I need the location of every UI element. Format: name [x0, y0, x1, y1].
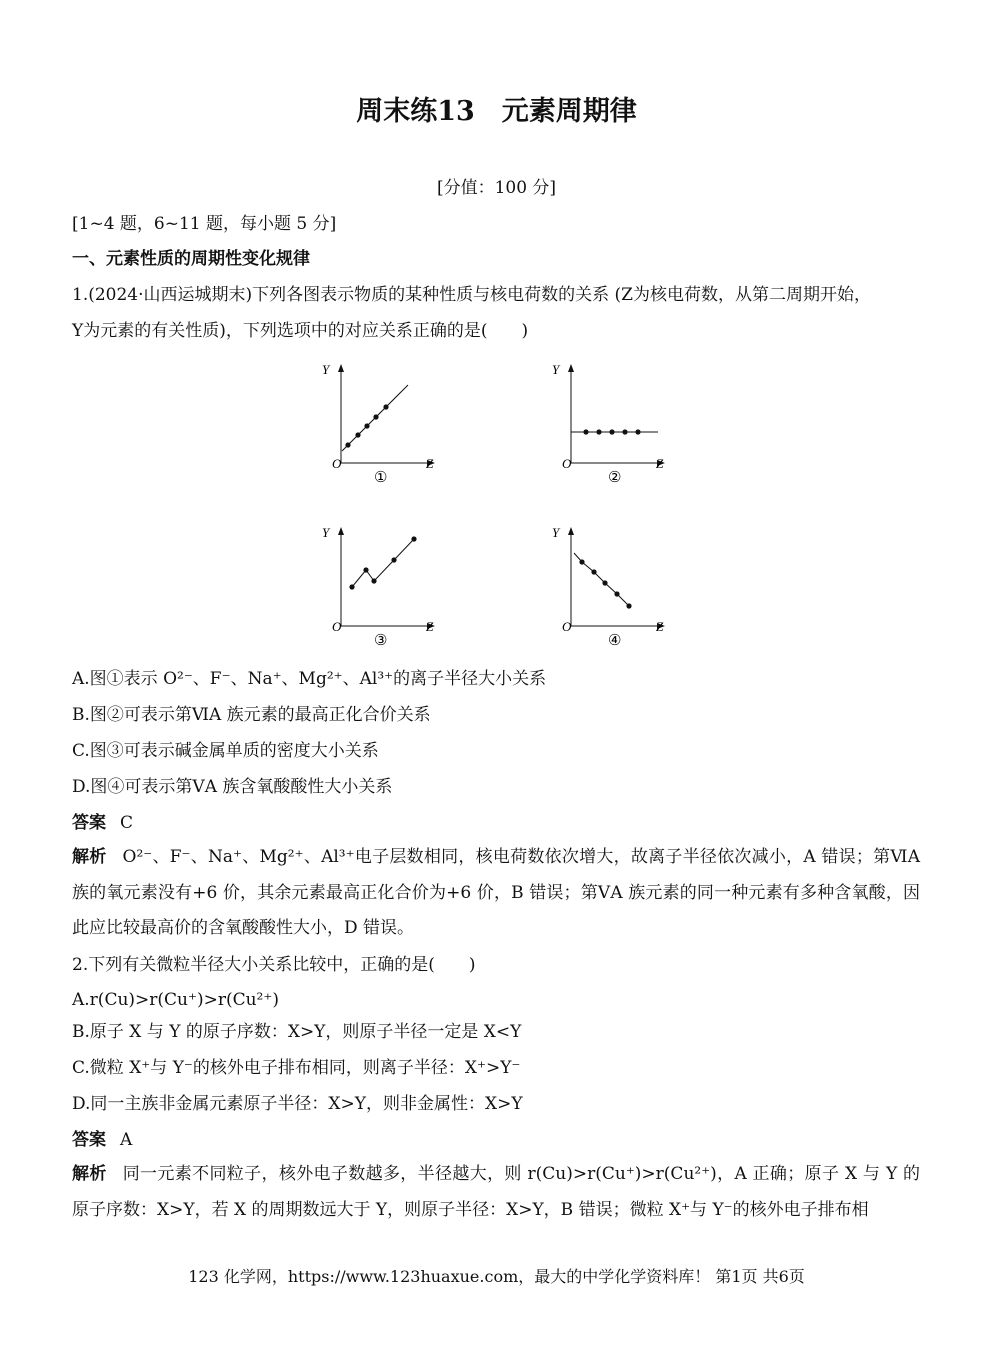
q1-answer	[72, 812, 133, 834]
explanation-text: 同一元素不同粒子，核外电子数越多，半径越大，则 r(Cu)>r(Cu⁺)>r(Cu²⁺)，A 正确；原子 X 与 Y 的原子序数：X>Y，若 X 的周期数远大于 Y，则原子半径：X>Y，B 错误；微粒 X⁺与 Y⁻的核外电子排布相	[72, 1164, 920, 1220]
graph-2-y-label: Y	[552, 362, 560, 377]
q2-option-a: A.r(Cu)>r(Cu⁺)>r(Cu²⁺)	[72, 990, 279, 1010]
graph-1-y-label: Y	[322, 362, 330, 377]
q2-answer	[72, 1129, 132, 1151]
q2-explanation	[72, 1157, 920, 1228]
q2-option-d: D.同一主族非金属元素原子半径：X>Y，则非金属性：X>Y	[72, 1094, 523, 1114]
scope-note: [1~4 题，6~11 题，每小题 5 分]	[72, 214, 337, 234]
answer-label: 答案	[72, 1130, 106, 1150]
graph-1-x-label: Z	[426, 456, 434, 471]
graph-3-x-label: Z	[426, 619, 434, 634]
q2-option-b: B.原子 X 与 Y 的原子序数：X>Y，则原子半径一定是 X<Y	[72, 1022, 522, 1042]
graph-2-label: ②	[608, 470, 622, 486]
answer-label: 答案	[72, 813, 106, 833]
graph-3-label: ③	[374, 633, 388, 649]
graph-3-y-label: Y	[322, 525, 330, 540]
page-title: 周末练13 元素周期律	[356, 96, 637, 127]
graph-1-label: ①	[374, 470, 388, 486]
q1-option-d: D.图④可表示第ⅤA 族含氧酸酸性大小关系	[72, 777, 393, 797]
explanation-label: 解析	[72, 1164, 107, 1184]
page-footer: 123 化学网，https://www.123huaxue.com，最大的中学化学资料库！ 第1页 共6页	[188, 1267, 805, 1286]
graph-4-origin: O	[562, 619, 572, 634]
q1-option-b: B.图②可表示第ⅥA 族元素的最高正化合价关系	[72, 705, 431, 725]
graph-3-origin: O	[332, 619, 342, 634]
answer-value: C	[120, 813, 134, 833]
q1-option-c: C.图③可表示碱金属单质的密度大小关系	[72, 741, 379, 761]
graph-4-y-label: Y	[552, 525, 560, 540]
graph-1-origin: O	[332, 456, 342, 471]
section-heading: 一、元素性质的周期性变化规律	[72, 249, 310, 269]
q2-stem: 2.下列有关微粒半径大小关系比较中，正确的是( )	[72, 955, 476, 975]
graph-3	[316, 523, 446, 653]
graph-4-label: ④	[608, 633, 622, 649]
q2-option-c: C.微粒 X⁺与 Y⁻的核外电子排布相同，则离子半径：X⁺>Y⁻	[72, 1058, 521, 1078]
explanation-label: 解析	[72, 847, 107, 867]
graph-4-x-label: Z	[656, 619, 664, 634]
score-note: [分值：100 分]	[436, 178, 557, 198]
graph-1	[316, 360, 446, 490]
q1-explanation	[72, 840, 920, 947]
q1-stem-line2: Y为元素的有关性质)，下列选项中的对应关系正确的是( )	[72, 321, 529, 341]
q1-stem-line1: 1.(2024·山西运城期末)下列各图表示物质的某种性质与核电荷数的关系 (Z为核电荷数，从第二周期开始，	[72, 285, 871, 305]
explanation-text: O²⁻、F⁻、Na⁺、Mg²⁺、Al³⁺电子层数相同，核电荷数依次增大，故离子半径依次减小，A 错误；第ⅥA 族的氧元素没有+6 价，其余元素最高正化合价为+6 价，B 错误；第ⅤA 族元素的同一种元素有多种含氧酸，因此应比较最高价的含氧酸酸性大小，D 错误。	[72, 847, 920, 938]
graph-4	[546, 523, 676, 653]
graph-2	[546, 360, 676, 490]
q1-option-a: A.图①表示 O²⁻、F⁻、Na⁺、Mg²⁺、Al³⁺的离子半径大小关系	[72, 669, 547, 689]
graph-2-origin: O	[562, 456, 572, 471]
answer-value: A	[120, 1130, 133, 1150]
graph-2-x-label: Z	[656, 456, 664, 471]
